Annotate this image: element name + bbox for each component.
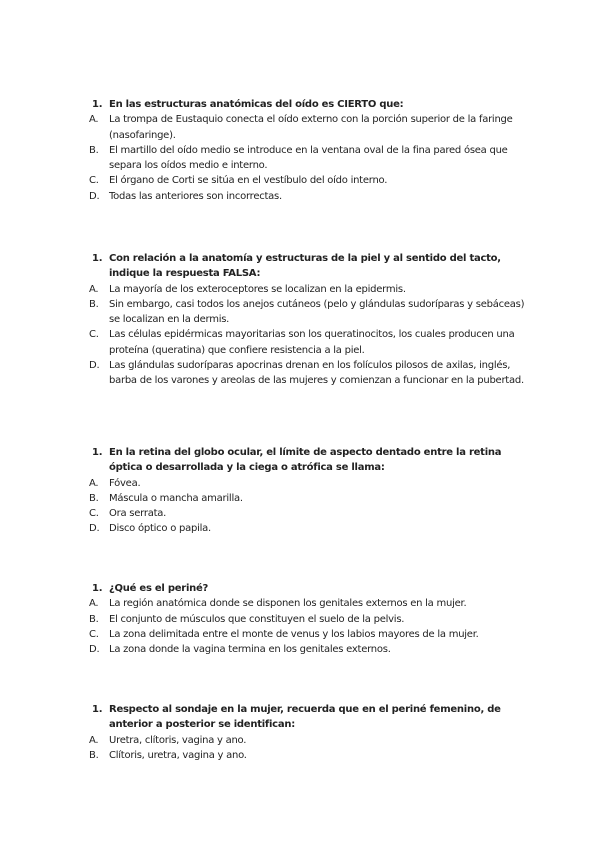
option-letter: B. <box>89 144 99 156</box>
option-text: El conjunto de músculos que constituyen el suelo de la pelvis. <box>109 613 405 625</box>
answer-option <box>0 596 531 611</box>
option-letter: C. <box>89 175 99 187</box>
option-letter: B. <box>89 749 99 761</box>
option-text: La trompa de Eustaquio conecta el oído externo con la porción superior de la faringe (nasofaringe). <box>109 114 513 141</box>
question-number: 1. <box>92 253 103 264</box>
option-text: Ora serrata. <box>109 508 167 520</box>
answer-option <box>0 282 531 297</box>
question-block <box>0 581 600 657</box>
option-letter: D. <box>89 190 100 202</box>
option-letter: B. <box>89 298 99 310</box>
option-letter: A. <box>89 283 99 295</box>
answer-option <box>0 506 531 521</box>
answer-option <box>0 748 531 763</box>
answer-option <box>0 173 531 188</box>
option-text: La zona donde la vagina termina en los genitales externos. <box>109 644 391 656</box>
answer-option <box>0 189 531 204</box>
question-text: ¿Qué es el periné? <box>109 583 209 594</box>
answer-option <box>0 627 531 642</box>
question-text: En las estructuras anatómicas del oído es CIERTO que: <box>109 99 404 110</box>
option-text: La mayoría de los exteroceptores se localizan en la epidermis. <box>109 283 406 295</box>
question-block <box>0 97 600 204</box>
question-text: Respecto al sondaje en la mujer, recuerda que en el periné femenino, de anterior a posterior se identifican: <box>109 704 501 731</box>
option-letter: B. <box>89 613 99 625</box>
question-block <box>0 251 600 389</box>
question-number: 1. <box>92 99 103 110</box>
answer-option <box>0 143 531 174</box>
question-text: Con relación a la anatomía y estructuras de la piel y al sentido del tacto, indique la respuesta FALSA: <box>109 253 501 280</box>
question-block <box>0 702 600 763</box>
option-text: Las glándulas sudoríparas apocrinas drenan en los folículos pilosos de axilas, inglés, barba de los varones y areolas de las mujeres y comienzan a funcionar en la pubertad. <box>109 360 524 387</box>
question-title <box>0 251 531 282</box>
option-text: Fóvea. <box>109 477 141 489</box>
option-text: El martillo del oído medio se introduce en la ventana oval de la fina pared ósea que separa los oídos medio e interno. <box>109 144 508 172</box>
option-text: Máscula o mancha amarilla. <box>109 492 243 504</box>
option-letter: D. <box>89 523 100 535</box>
question-title <box>0 97 531 112</box>
option-letter: C. <box>89 329 99 341</box>
option-letter: B. <box>89 492 99 504</box>
option-letter: A. <box>89 477 99 489</box>
question-title <box>0 445 531 476</box>
question-number: 1. <box>92 704 103 715</box>
answer-option <box>0 612 531 627</box>
question-title <box>0 702 531 733</box>
option-text: La zona delimitada entre el monte de venus y los labios mayores de la mujer. <box>109 628 479 640</box>
option-letter: C. <box>89 508 99 520</box>
option-text: Clítoris, uretra, vagina y ano. <box>109 749 247 761</box>
question-number: 1. <box>92 583 103 594</box>
option-text: Uretra, clítoris, vagina y ano. <box>109 734 247 746</box>
question-text: En la retina del globo ocular, el límite de aspecto dentado entre la retina óptica o desarrollada y la ciega o atrófica se llama: <box>109 447 502 474</box>
question-title <box>0 581 531 596</box>
answer-option <box>0 491 531 506</box>
option-text: La región anatómica donde se disponen los genitales externos en la mujer. <box>109 598 467 610</box>
answer-option <box>0 297 531 328</box>
option-text: El órgano de Corti se sitúa en el vestíbulo del oído interno. <box>109 175 388 187</box>
answer-option <box>0 112 531 143</box>
option-letter: A. <box>89 734 99 746</box>
option-text: Disco óptico o papila. <box>109 523 211 535</box>
option-letter: A. <box>89 598 99 610</box>
answer-option <box>0 642 531 657</box>
option-text: Sin embargo, casi todos los anejos cutáneos (pelo y glándulas sudoríparas y sebáceas) se localizan en la dermis. <box>109 298 525 326</box>
question-number: 1. <box>92 447 103 458</box>
answer-option <box>0 733 531 748</box>
option-text: Todas las anteriores son incorrectas. <box>109 190 282 202</box>
option-letter: D. <box>89 644 100 656</box>
option-letter: C. <box>89 628 99 640</box>
answer-option <box>0 327 531 358</box>
answer-option <box>0 358 531 389</box>
question-block <box>0 445 600 537</box>
option-text: Las células epidérmicas mayoritarias son los queratinocitos, los cuales producen una proteína (queratina) que confiere resistencia a la piel. <box>109 329 515 356</box>
answer-option <box>0 521 531 536</box>
answer-option <box>0 476 531 491</box>
option-letter: D. <box>89 360 100 372</box>
option-letter: A. <box>89 114 99 126</box>
